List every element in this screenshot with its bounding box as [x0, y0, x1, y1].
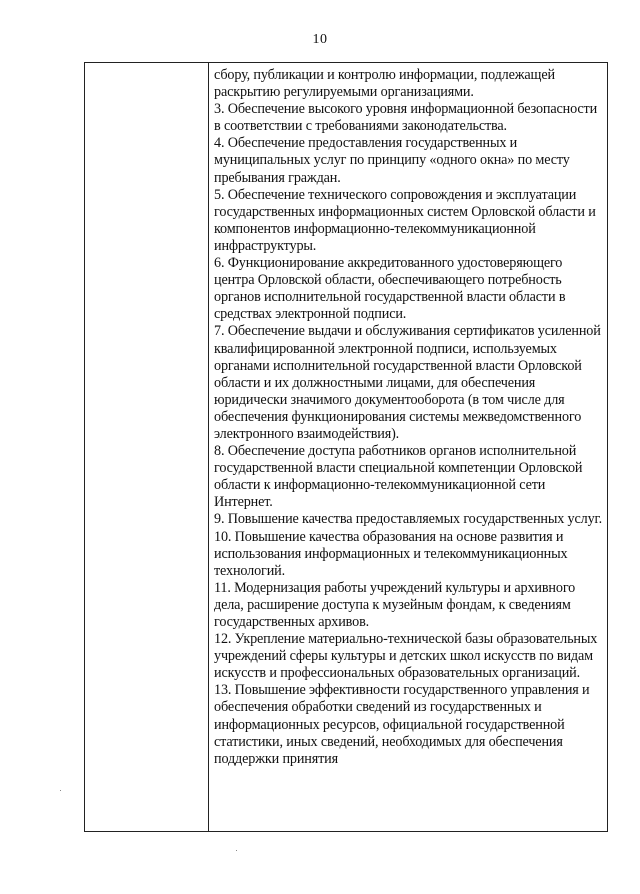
column-divider	[208, 63, 209, 831]
list-item: 4. Обеспечение предоставления государственных и муниципальных услуг по принципу «одного окна» по месту пребывания граждан.	[214, 135, 570, 186]
page-number: 10	[312, 32, 328, 47]
list-item: 6. Функционирование аккредитованного удостоверяющего центра Орловской области, обеспечивающего потребность органов исполнительной государственной власти области в средствах электронной подписи.	[214, 255, 566, 323]
scan-speck	[236, 850, 237, 851]
list-item: сбору, публикации и контролю информации, подлежащей раскрытию регулируемыми организациями.	[214, 67, 555, 101]
list-item: 5. Обеспечение технического сопровождения и эксплуатации государственных информационных систем Орловской области и компонентов информационно-телекоммуникационной инфраструктуры.	[214, 186, 596, 254]
table-right-cell	[214, 67, 604, 768]
list-item: 11. Модернизация работы учреждений культуры и архивного дела, расширение доступа к музейным фондам, к сведениям государственных архивов.	[214, 579, 576, 630]
scan-speck	[60, 790, 61, 791]
list-item: 13. Повышение эффективности государственного управления и обеспечения обработки сведений из государственных и информационных ресурсов, официальной государственной статистики, иных сведений, необходимых для обеспечения поддержки принятия	[214, 682, 590, 767]
list-item: 3. Обеспечение высокого уровня информационной безопасности в соответствии с требованиями законодательства.	[214, 101, 598, 135]
list-item: 12. Укрепление материально-технической базы образовательных учреждений сферы культуры и детских школ искусств по видам искусств и профессиональных образовательных организаций.	[214, 631, 598, 682]
list-item: 8. Обеспечение доступа работников органов исполнительной государственной власти специальной компетенции Орловской области к информационно-телекоммуникационной сети Интернет.	[214, 443, 583, 511]
list-item: 9. Повышение качества предоставляемых государственных услуг.	[214, 511, 602, 528]
list-item: 7. Обеспечение выдачи и обслуживания сертификатов усиленной квалифицированной электронной подписи, используемых органами исполнительной государственной власти Орловской области и их должностными лицами, для обеспечения юридически значимого документооборота (в том числе для обеспечения функционирования системы межведомственного электронного взаимодействия).	[214, 323, 601, 442]
content-table	[84, 62, 608, 832]
list-item: 10. Повышение качества образования на основе развития и использования информационных и телекоммуникационных технологий.	[214, 528, 568, 579]
